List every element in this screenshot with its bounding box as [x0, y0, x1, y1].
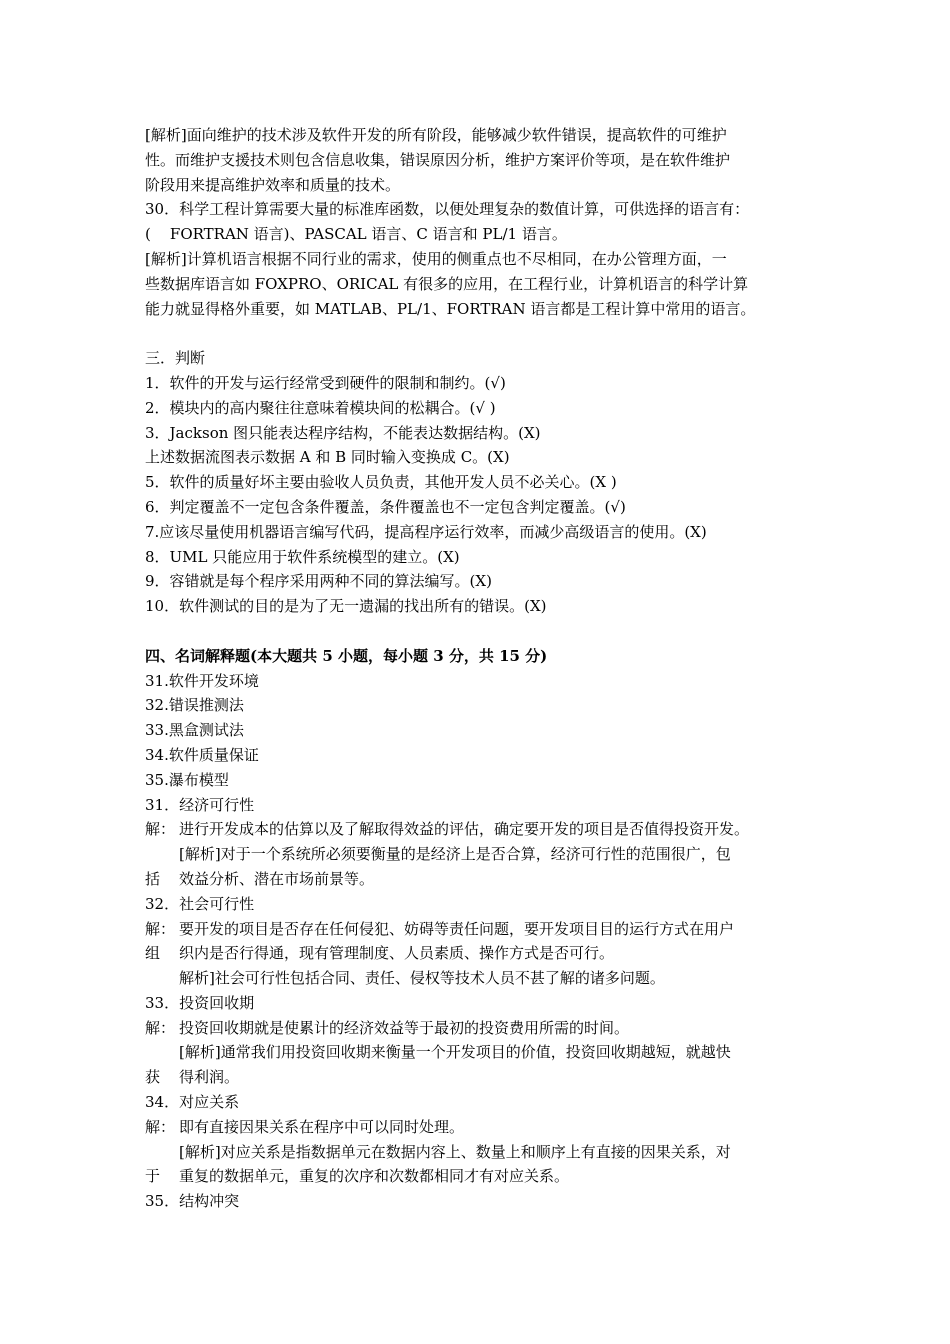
- term-31-title: 31．经济可行性: [145, 795, 255, 814]
- term-31-analysis-cont: [145, 867, 815, 892]
- prev-analysis-line: 性。而维护支援技术则包含信息收集，错误原因分析，维护方案评价等项，是在软件维护: [145, 150, 731, 169]
- term-list-item: 33.黑盒测试法: [145, 721, 244, 740]
- term-32-title: 32．社会可行性: [145, 894, 255, 913]
- question-30-analysis: 能力就显得格外重要，如 MATLAB、PL/1、FORTRAN 语言都是工程计算中常用的语言。: [145, 299, 756, 318]
- spacer: [145, 619, 815, 644]
- question-30-analysis: 些数据库语言如 FOXPRO、ORICAL 有很多的应用，在工程行业，计算机语言的科学计算: [145, 274, 749, 293]
- judge-item: 1．软件的开发与运行经常受到硬件的限制和制约。(√): [145, 373, 506, 392]
- answer-prefix: 解：: [145, 820, 176, 839]
- term-34-title: 34．对应关系: [145, 1093, 240, 1112]
- term-32-analysis: 解析]社会可行性包括合同、责任、侵权等技术人员不甚了解的诸多问题。: [179, 969, 665, 988]
- terms-section-heading: 四、名词解释题(本大题共 5 小题，每小题 3 分，共 15 分): [145, 646, 548, 665]
- term-35-title: 35．结构冲突: [145, 1192, 240, 1211]
- term-31-answer-text: 进行开发成本的估算以及了解取得效益的评估，确定要开发的项目是否值得投资开发。: [179, 820, 750, 839]
- term-34-answer: [145, 1115, 815, 1140]
- judge-item: 8．UML 只能应用于软件系统模型的建立。(X): [145, 547, 460, 566]
- judge-item: 10．软件测试的目的是为了无一遗漏的找出所有的错误。(X): [145, 597, 547, 616]
- term-list-item: 32.错误推测法: [145, 696, 244, 715]
- judge-item: 上述数据流图表示数据 A 和 B 同时输入变换成 C。(X): [145, 448, 510, 467]
- wrapped-char: 获: [145, 1068, 161, 1087]
- prev-analysis-line: 阶段用来提高维护效率和质量的技术。: [145, 175, 401, 194]
- term-31-analysis: [解析]对于一个系统所必须要衡量的是经济上是否合算，经济可行性的范围很广，包: [179, 845, 731, 864]
- answer-prefix: 解：: [145, 1117, 176, 1136]
- question-30: 30．科学工程计算需要大量的标准库函数，以便处理复杂的数值计算，可供选择的语言有：: [145, 200, 750, 219]
- judge-section-heading: 三．判断: [145, 349, 206, 368]
- term-34-analysis-cont: [145, 1164, 815, 1189]
- answer-prefix: 解：: [145, 919, 176, 938]
- term-33-analysis-text: 得利润。: [179, 1068, 240, 1087]
- term-32-answer-cont: [145, 941, 815, 966]
- spacer: [145, 321, 815, 346]
- wrapped-char: 组: [145, 944, 161, 963]
- term-33-analysis-cont: [145, 1065, 815, 1090]
- term-list-item: 31.软件开发环境: [145, 671, 259, 690]
- question-30-answer: ( FORTRAN 语言)、PASCAL 语言、C 语言和 PL/1 语言。: [145, 225, 567, 244]
- term-34-analysis-text: 重复的数据单元，重复的次序和次数都相同才有对应关系。: [179, 1167, 570, 1186]
- judge-item: 9．容错就是每个程序采用两种不同的算法编写。(X): [145, 572, 492, 591]
- term-33-answer: [145, 1016, 815, 1041]
- term-list-item: 34.软件质量保证: [145, 745, 259, 764]
- judge-item: 2．模块内的高内聚往往意味着模块间的松耦合。(√ ): [145, 398, 496, 417]
- term-32-answer-text-2: 织内是否行得通，现有管理制度、人员素质、操作方式是否可行。: [179, 944, 615, 963]
- wrapped-char: 括: [145, 869, 161, 888]
- term-33-title: 33．投资回收期: [145, 993, 255, 1012]
- wrapped-char: 于: [145, 1167, 161, 1186]
- judge-item: 6．判定覆盖不一定包含条件覆盖，条件覆盖也不一定包含判定覆盖。(√): [145, 497, 626, 516]
- term-31-analysis-text: 效益分析、潜在市场前景等。: [179, 869, 375, 888]
- question-30-analysis: [解析]计算机语言根据不同行业的需求，使用的侧重点也不尽相同，在办公管理方面，一: [145, 249, 727, 268]
- term-32-answer-text: 要开发的项目是否存在任何侵犯、妨碍等责任问题，要开发项目目的运行方式在用户: [179, 919, 735, 938]
- judge-item: 7.应该尽量使用机器语言编写代码，提高程序运行效率，而减少高级语言的使用。(X): [145, 522, 707, 541]
- prev-analysis-line: [解析]面向维护的技术涉及软件开发的所有阶段，能够减少软件错误，提高软件的可维护: [145, 126, 727, 144]
- term-32-answer: [145, 917, 815, 942]
- answer-prefix: 解：: [145, 1018, 176, 1037]
- term-34-answer-text: 即有直接因果关系在程序中可以同时处理。: [179, 1117, 465, 1136]
- term-34-analysis: [解析]对应关系是指数据单元在数据内容上、数量上和顺序上有直接的因果关系，对: [179, 1142, 731, 1161]
- judge-item: 3．Jackson 图只能表达程序结构，不能表达数据结构。(X): [145, 423, 541, 442]
- term-33-answer-text: 投资回收期就是使累计的经济效益等于最初的投资费用所需的时间。: [179, 1018, 630, 1037]
- term-33-analysis: [解析]通常我们用投资回收期来衡量一个开发项目的价值，投资回收期越短，就越快: [179, 1043, 731, 1062]
- document-content: [145, 123, 815, 1214]
- term-list-item: 35.瀑布模型: [145, 770, 229, 789]
- judge-item: 5．软件的质量好坏主要由验收人员负责，其他开发人员不必关心。(X ): [145, 473, 617, 492]
- term-31-answer: [145, 817, 815, 842]
